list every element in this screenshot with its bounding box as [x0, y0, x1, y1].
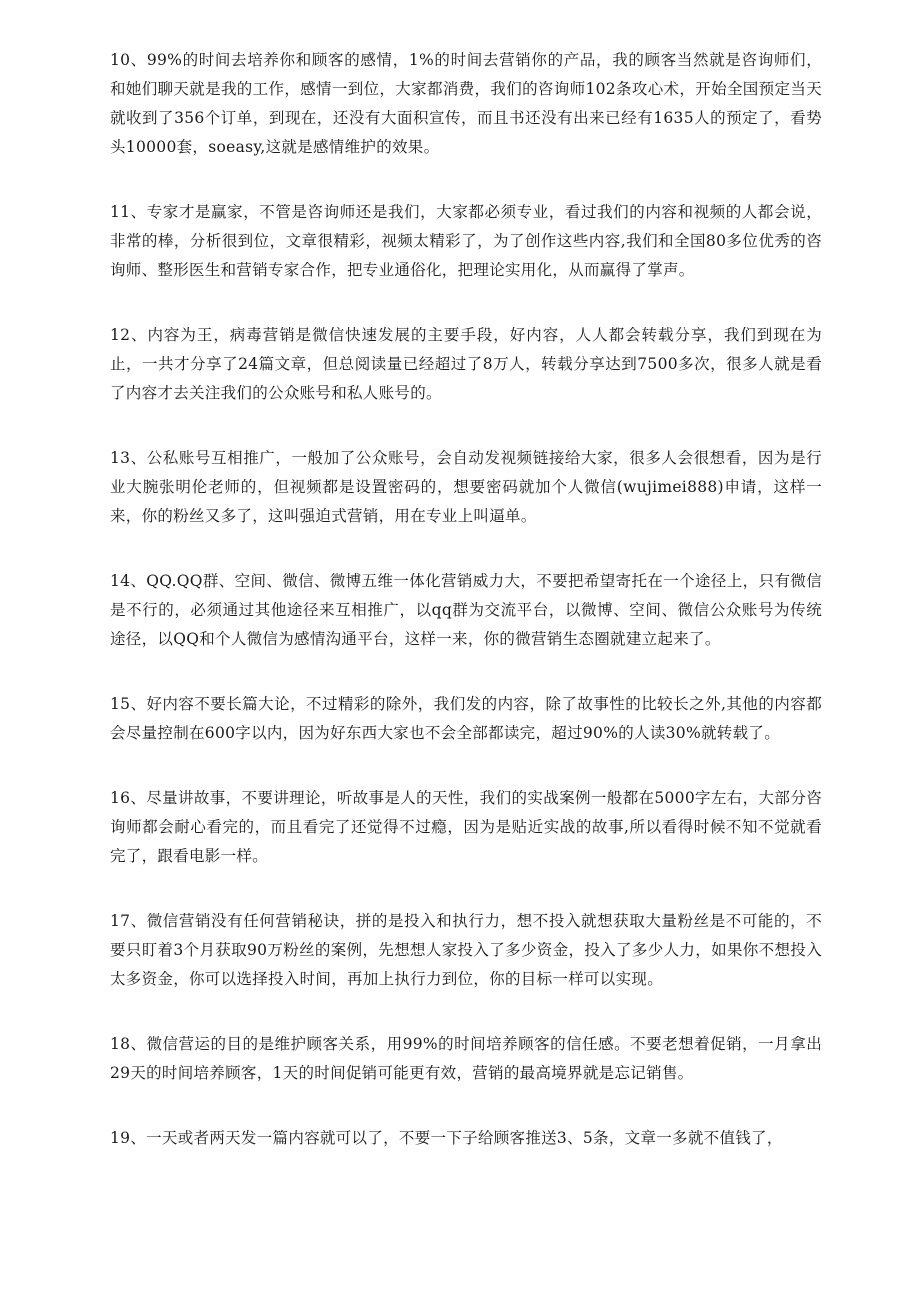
- paragraph-17: 17、微信营销没有任何营销秘诀，拼的是投入和执行力，想不投入就想获取大量粉丝是不可能的，不要只盯着3个月获取90万粉丝的案例，先想想人家投入了多少资金，投入了多少人力，如果你不想投入太多资金，你可以选择投入时间，再加上执行力到位，你的目标一样可以实现。: [110, 912, 822, 988]
- paragraph-15: 15、好内容不要长篇大论，不过精彩的除外，我们发的内容，除了故事性的比较长之外,其他的内容都会尽量控制在600字以内，因为好东西大家也不会全部都读完，超过90%的人读30%就转载了。: [110, 695, 822, 742]
- paragraph-18: 18、微信营运的目的是维护顾客关系，用99%的时间培养顾客的信任感。不要老想着促销，一月拿出29天的时间培养顾客，1天的时间促销可能更有效，营销的最高境界就是忘记销售。: [110, 1035, 822, 1082]
- paragraph-14: 14、QQ.QQ群、空间、微信、微博五维一体化营销威力大，不要把希望寄托在一个途径上，只有微信是不行的，必须通过其他途径来互相推广，以qq群为交流平台，以微博、空间、微信公众账号为传统途径，以QQ和个人微信为感情沟通平台，这样一来，你的微营销生态圈就建立起来了。: [110, 572, 822, 648]
- paragraph-12: 12、内容为王，病毒营销是微信快速发展的主要手段，好内容，人人都会转载分享，我们到现在为止，一共才分享了24篇文章，但总阅读量已经超过了8万人，转载分享达到7500多次，很多人就是看了内容才去关注我们的公众账号和私人账号的。: [110, 326, 822, 402]
- paragraph-10: 10、99%的时间去培养你和顾客的感情，1%的时间去营销你的产品，我的顾客当然就是咨询师们，和她们聊天就是我的工作，感情一到位，大家都消费，我们的咨询师102条攻心术，开始全国预定当天就收到了356个订单，到现在，还没有大面积宣传，而且书还没有出来已经有1635人的预定了，看势头10000套，soeasy,这就是感情维护的效果。: [110, 51, 822, 156]
- paragraph-19: 19、一天或者两天发一篇内容就可以了，不要一下子给顾客推送3、5条，文章一多就不值钱了，: [110, 1129, 783, 1147]
- paragraph-11: 11、专家才是赢家，不管是咨询师还是我们，大家都必须专业，看过我们的内容和视频的人都会说，非常的棒，分析很到位，文章很精彩，视频太精彩了，为了创作这些内容,我们和全国80多位优秀的咨询师、整形医生和营销专家合作，把专业通俗化，把理论实用化，从而赢得了掌声。: [110, 203, 822, 279]
- document-page: [110, 46, 822, 1189]
- paragraph-16: 16、尽量讲故事，不要讲理论，听故事是人的天性，我们的实战案例一般都在5000字左右，大部分咨询师都会耐心看完的，而且看完了还觉得不过瘾，因为是贴近实战的故事,所以看得时候不知不觉就看完了，跟看电影一样。: [110, 789, 822, 865]
- paragraph-13: 13、公私账号互相推广，一般加了公众账号，会自动发视频链接给大家，很多人会很想看，因为是行业大腕张明伦老师的，但视频都是设置密码的，想要密码就加个人微信(wujimei888)申请，这样一来，你的粉丝又多了，这叫强迫式营销，用在专业上叫逼单。: [110, 449, 822, 525]
